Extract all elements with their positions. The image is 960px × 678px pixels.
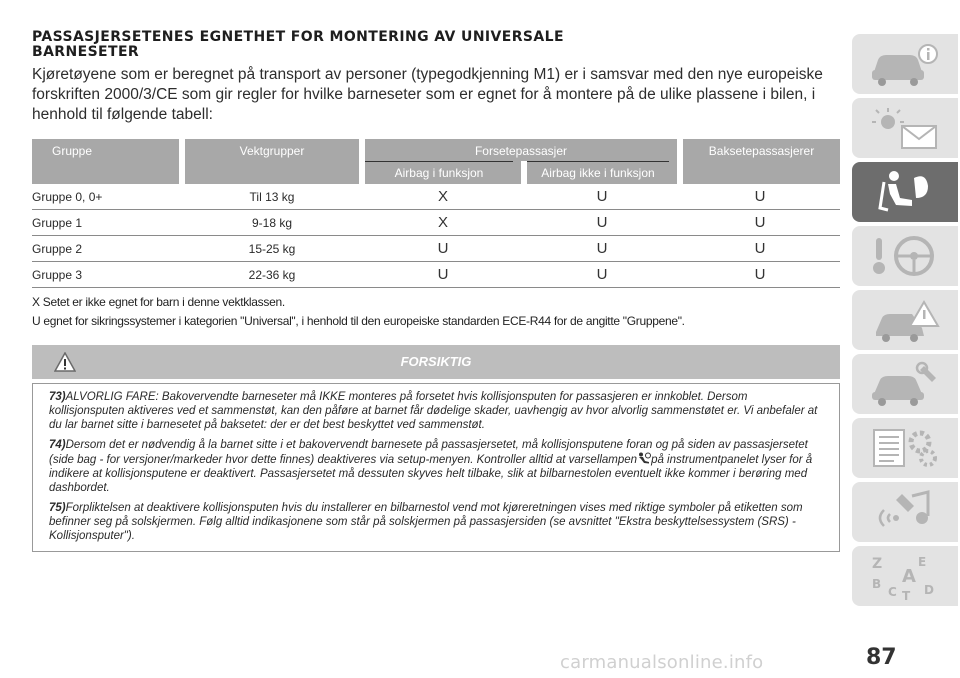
header-group: Gruppe — [32, 139, 182, 184]
car-info-icon — [866, 40, 946, 88]
cell-group: Gruppe 1 — [32, 210, 182, 236]
tab-technical-data[interactable] — [852, 418, 958, 478]
tab-multimedia[interactable] — [852, 482, 958, 542]
cell-group: Gruppe 0, 0+ — [32, 184, 182, 210]
technical-data-icon — [866, 424, 946, 472]
multimedia-icon — [866, 488, 946, 536]
table-row — [32, 210, 840, 236]
child-seat-table — [32, 139, 840, 288]
cell-airbag-off: U — [524, 262, 680, 288]
cell-weight: 9-18 kg — [182, 210, 362, 236]
header-rear-passengers: Baksetepassasjerer — [680, 139, 840, 184]
emergency-icon — [866, 296, 946, 344]
warning-header — [32, 345, 840, 379]
warning-box — [32, 383, 840, 552]
cell-rear: U — [680, 210, 840, 236]
tab-emergency[interactable] — [852, 290, 958, 350]
page-number: 87 — [866, 645, 897, 670]
header-weight: Vektgrupper — [182, 139, 362, 184]
cell-rear: U — [680, 236, 840, 262]
index-letter: E — [918, 555, 927, 569]
maintenance-icon — [866, 360, 946, 408]
header-airbag-on: Airbag i funksjon — [362, 161, 524, 184]
warning-item: 74)Dersom det er nødvendig å la barnet sitte i et bakovervendt barnesete på passasjersetet, må kollisjonsputene foran og på siden av passasjersetet (side bag - for versjoner/markeder hvor dette finnes) deaktiveres via setup-menyen. Kontroller alltid at varsellampen på instrumentpanelet lyser for å indikere at kollisjonsputene er deaktivert. Passasjersetet må dessuten skyves helt tilbake, slik at bilbarnestolen eventuelt ikke kommer i berøring med dashbordet. — [49, 439, 813, 494]
header-front-passenger: Forsetepassasjer — [362, 139, 680, 161]
table-row — [32, 184, 840, 210]
table-row — [32, 262, 840, 288]
cell-weight: 15-25 kg — [182, 236, 362, 262]
cell-rear: U — [680, 184, 840, 210]
index-letter: C — [888, 585, 897, 599]
index-letter: T — [902, 589, 911, 600]
cell-airbag-on: U — [362, 236, 524, 262]
cell-group: Gruppe 3 — [32, 262, 182, 288]
section-title: PASSASJERSETENES EGNETHET FOR MONTERING AV UNIVERSALE BARNESETER — [32, 29, 564, 60]
warning-item: 73)ALVORLIG FARE: Bakovervendte barneseter må IKKE monteres på forsetet hvis kollisjonsputen for passasjeren er innkoblet. Dersom kollisjonsputen aktiveres ved et sammenstøt, kan den påføre at barnet får dødelige skader, uavhengig av hvor alvorlig sammenstøtet er. Vi anbefaler at du lar barnet sitte i barnesetet på baksetet: der er det best beskyttet ved sammenstøt. — [49, 391, 818, 431]
tab-car-info[interactable] — [852, 34, 958, 94]
seat-airbag-icon — [866, 168, 946, 216]
page-content — [32, 30, 840, 552]
watermark: carmanualsonline.info — [560, 652, 764, 673]
index-letter: A — [902, 566, 916, 587]
cell-airbag-off: U — [524, 184, 680, 210]
cell-airbag-on: U — [362, 262, 524, 288]
note-x: X Setet er ikke egnet for barn i denne vektklassen. — [32, 295, 285, 309]
tab-index[interactable] — [852, 546, 958, 606]
note-u: U egnet for sikringssystemer i kategorien "Universal", i henhold til den europeiske standarden ECE-R44 for de angitte "Gruppene". — [32, 314, 685, 328]
index-icon — [866, 552, 946, 600]
tab-maintenance[interactable] — [852, 354, 958, 414]
index-letter: Z — [872, 556, 883, 572]
cell-airbag-off: U — [524, 210, 680, 236]
warning-title: FORSIKTIG — [400, 354, 472, 369]
tab-safety[interactable] — [852, 162, 958, 222]
cell-rear: U — [680, 262, 840, 288]
tab-starting-driving[interactable] — [852, 226, 958, 286]
intro-paragraph: Kjøretøyene som er beregnet på transport av personer (typegodkjenning M1) er i samsvar med den nye europeiske forskriften 2000/3/CE som gir regler for hvilke barneseter som er egnet for å montere på de ulike plassene i bilen, i henhold til følgende tabell: — [32, 66, 823, 123]
index-letter: D — [924, 583, 934, 597]
cell-airbag-on: X — [362, 210, 524, 236]
starting-driving-icon — [866, 232, 946, 280]
header-airbag-off: Airbag ikke i funksjon — [524, 161, 680, 184]
airbag-off-warning-icon — [637, 452, 651, 464]
cell-airbag-off: U — [524, 236, 680, 262]
table-notes — [32, 294, 840, 329]
tab-warning-lights[interactable] — [852, 98, 958, 158]
table-row — [32, 236, 840, 262]
warning-item: 75)Forpliktelsen at deaktivere kollisjonsputen hvis du installerer en bilbarnestol vend mot kjøreretningen vises med riktige symboler på etiketten som befinner seg på solskjermen. Følg alltid indikasjonene som står på solskjermen på passasjersiden (se avsnittet "Ekstra beskyttelsessystem (SRS) - Kollisjonsputer"). — [49, 502, 803, 542]
cell-airbag-on: X — [362, 184, 524, 210]
warning-lights-icon — [866, 104, 946, 152]
index-letter: B — [872, 577, 882, 591]
cell-weight: 22-36 kg — [182, 262, 362, 288]
chapter-sidebar — [852, 34, 958, 610]
cell-group: Gruppe 2 — [32, 236, 182, 262]
cell-weight: Til 13 kg — [182, 184, 362, 210]
